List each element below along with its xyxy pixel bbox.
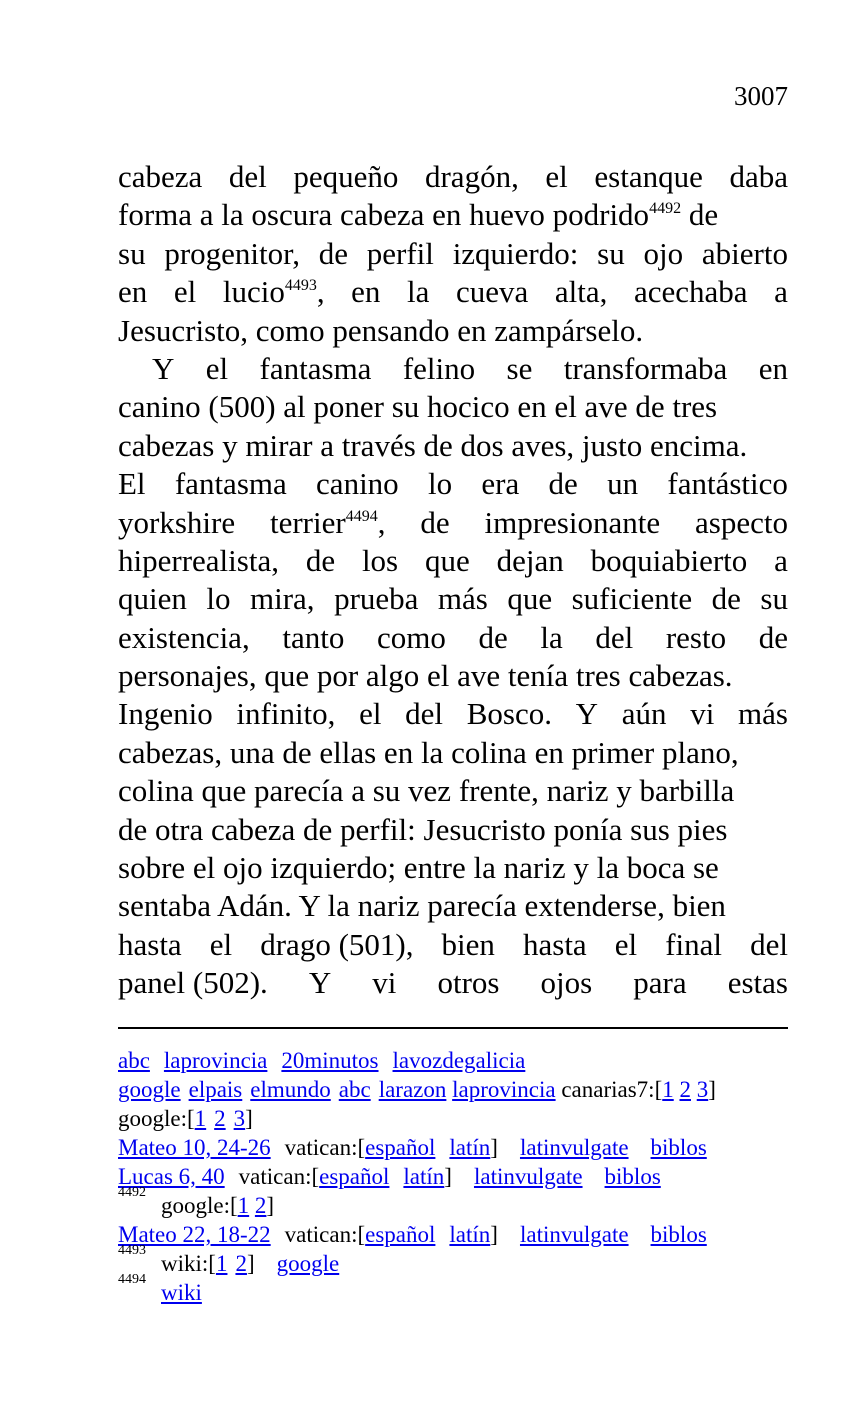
- footnotes: [118, 1046, 818, 1307]
- wiki-label: wiki:[: [161, 1251, 216, 1276]
- link-elpais[interactable]: elpais: [188, 1077, 243, 1102]
- link-latinvulgate[interactable]: latinvulgate: [519, 1135, 629, 1160]
- link-vatican-latin[interactable]: latín: [449, 1222, 491, 1247]
- footnote-number: 4492: [118, 1185, 146, 1200]
- link-20minutos[interactable]: 20minutos: [281, 1048, 379, 1073]
- text-line: El fantasma canino lo era de un fantástico: [118, 466, 788, 502]
- link-wiki-2[interactable]: 2: [235, 1251, 247, 1276]
- google-label: google:[: [161, 1193, 238, 1218]
- link-latinvulgate[interactable]: latinvulgate: [473, 1164, 583, 1189]
- footnote-marker: 4494: [345, 507, 378, 525]
- text-line: de otra cabeza de perfil: Jesucristo ponía sus pies: [118, 811, 728, 847]
- vatican-label: vatican:[: [284, 1135, 366, 1160]
- text-line: hasta el drago (501), bien hasta el final del: [118, 926, 788, 962]
- link-vatican-espanol[interactable]: español: [365, 1135, 436, 1160]
- text-line: sentaba Adán. Y la nariz parecía extenderse, bien: [118, 888, 726, 924]
- footnote-marker: 4493: [284, 277, 317, 295]
- text-line: colina que parecía a su vez frente, nariz y barbilla: [118, 773, 735, 809]
- link-google-2[interactable]: 2: [254, 1193, 267, 1218]
- text-line: cabezas y mirar a través de dos aves, justo encima.: [118, 427, 748, 463]
- link-wiki[interactable]: wiki: [161, 1280, 202, 1305]
- footnote-4492: 4492 google:[1 2]: [118, 1185, 275, 1218]
- text-line: Y el fantasma felino se transformaba en: [152, 350, 788, 386]
- link-google[interactable]: google: [118, 1077, 181, 1102]
- vatican-label: vatican:[: [238, 1164, 320, 1189]
- link-lavozdegalicia[interactable]: lavozdegalicia: [392, 1048, 526, 1073]
- text-line: Ingenio infinito, el del Bosco. Y aún vi más: [118, 696, 788, 732]
- footnote-4494: [118, 1272, 818, 1307]
- footnote-4493: 4493 wiki:[1 2] google: [118, 1243, 340, 1276]
- vatican-label: vatican:[: [284, 1222, 366, 1247]
- link-vatican-latin[interactable]: latín: [403, 1164, 445, 1189]
- footnote-links-row: google elpais elmundo abc larazon laprovincia canarias7:[1 2 3]: [118, 1077, 716, 1102]
- text-line: cabeza del pequeño dragón, el estanque daba: [118, 159, 788, 194]
- text-line: canino (500) al poner su hocico en el ave de tres: [118, 389, 718, 425]
- link-mateo-22[interactable]: Mateo 22, 18-22: [118, 1222, 271, 1247]
- link-canarias7-3[interactable]: 3: [696, 1077, 709, 1102]
- text-line: hiperrealista, de los que dejan boquiabierto a: [118, 542, 788, 578]
- link-mateo-10[interactable]: Mateo 10, 24-26: [118, 1135, 271, 1160]
- footnote-links-row: [118, 1046, 818, 1075]
- link-abc[interactable]: abc: [118, 1048, 150, 1073]
- footnote-marker: 4492: [649, 200, 682, 218]
- link-wiki-1[interactable]: 1: [215, 1251, 228, 1276]
- google-label: google:[: [118, 1106, 195, 1131]
- page-number: 3007: [734, 81, 788, 111]
- link-larazon[interactable]: larazon: [378, 1077, 447, 1102]
- link-google-1[interactable]: 1: [194, 1106, 207, 1131]
- text-line: personajes, que por algo el ave tenía tres cabezas.: [118, 658, 733, 694]
- text-line: su progenitor, de perfil izquierdo: su ojo abierto: [118, 235, 788, 271]
- link-google-1[interactable]: 1: [237, 1193, 250, 1218]
- bible-reference-row: Lucas 6, 40 vatican:[español latín] latinvulgate biblos: [118, 1164, 661, 1189]
- link-laprovincia[interactable]: laprovincia: [163, 1048, 268, 1073]
- link-biblos[interactable]: biblos: [650, 1135, 707, 1160]
- link-google[interactable]: google: [276, 1251, 340, 1276]
- link-google-2[interactable]: 2: [214, 1106, 226, 1131]
- canarias7-label: canarias7:[: [561, 1077, 663, 1102]
- bible-reference-row: Mateo 22, 18-22 vatican:[español latín] latinvulgate biblos: [118, 1222, 707, 1247]
- link-elmundo[interactable]: elmundo: [250, 1077, 331, 1102]
- link-lucas-6[interactable]: Lucas 6, 40: [118, 1164, 225, 1189]
- link-biblos[interactable]: biblos: [650, 1222, 707, 1247]
- link-vatican-espanol[interactable]: español: [319, 1164, 390, 1189]
- footnote-links-row: google:[1 2 3]: [118, 1106, 253, 1131]
- text-line: yorkshire terrier$^{4494}$, de impresionante aspecto: [118, 504, 788, 540]
- link-canarias7-1[interactable]: 1: [662, 1077, 674, 1102]
- link-latinvulgate[interactable]: latinvulgate: [519, 1222, 629, 1247]
- link-laprovincia[interactable]: laprovincia: [452, 1077, 556, 1102]
- link-google-3[interactable]: 3: [233, 1106, 246, 1131]
- link-abc[interactable]: abc: [338, 1077, 371, 1102]
- footnote-number: 4493: [118, 1243, 146, 1258]
- text-line: quien lo mira, prueba más que suficiente de su: [118, 581, 788, 617]
- link-vatican-espanol[interactable]: español: [365, 1222, 436, 1247]
- text-line: cabezas, una de ellas en la colina en primer plano,: [118, 734, 739, 770]
- text-line: en el lucio$^{4493}$, en la cueva alta, acechaba a: [118, 274, 788, 310]
- text-line: sobre el ojo izquierdo; entre la nariz y la boca se: [118, 850, 719, 886]
- link-canarias7-2[interactable]: 2: [679, 1077, 691, 1102]
- body-text: [118, 158, 788, 1003]
- footnote-number: 4494: [118, 1272, 146, 1287]
- link-biblos[interactable]: biblos: [604, 1164, 661, 1189]
- link-vatican-latin[interactable]: latín: [449, 1135, 491, 1160]
- text-line: forma a la oscura cabeza en huevo podrido$^{4492}$ de: [118, 197, 719, 233]
- text-line: panel (502). Y vi otros ojos para estas: [118, 965, 788, 1001]
- text-line: Jesucristo, como pensando en zampárselo.: [118, 312, 644, 348]
- bible-reference-row: Mateo 10, 24-26 vatican:[español latín] latinvulgate biblos: [118, 1135, 707, 1160]
- footnote-separator: [118, 1027, 788, 1029]
- text-line: existencia, tanto como de la del resto de: [118, 619, 788, 655]
